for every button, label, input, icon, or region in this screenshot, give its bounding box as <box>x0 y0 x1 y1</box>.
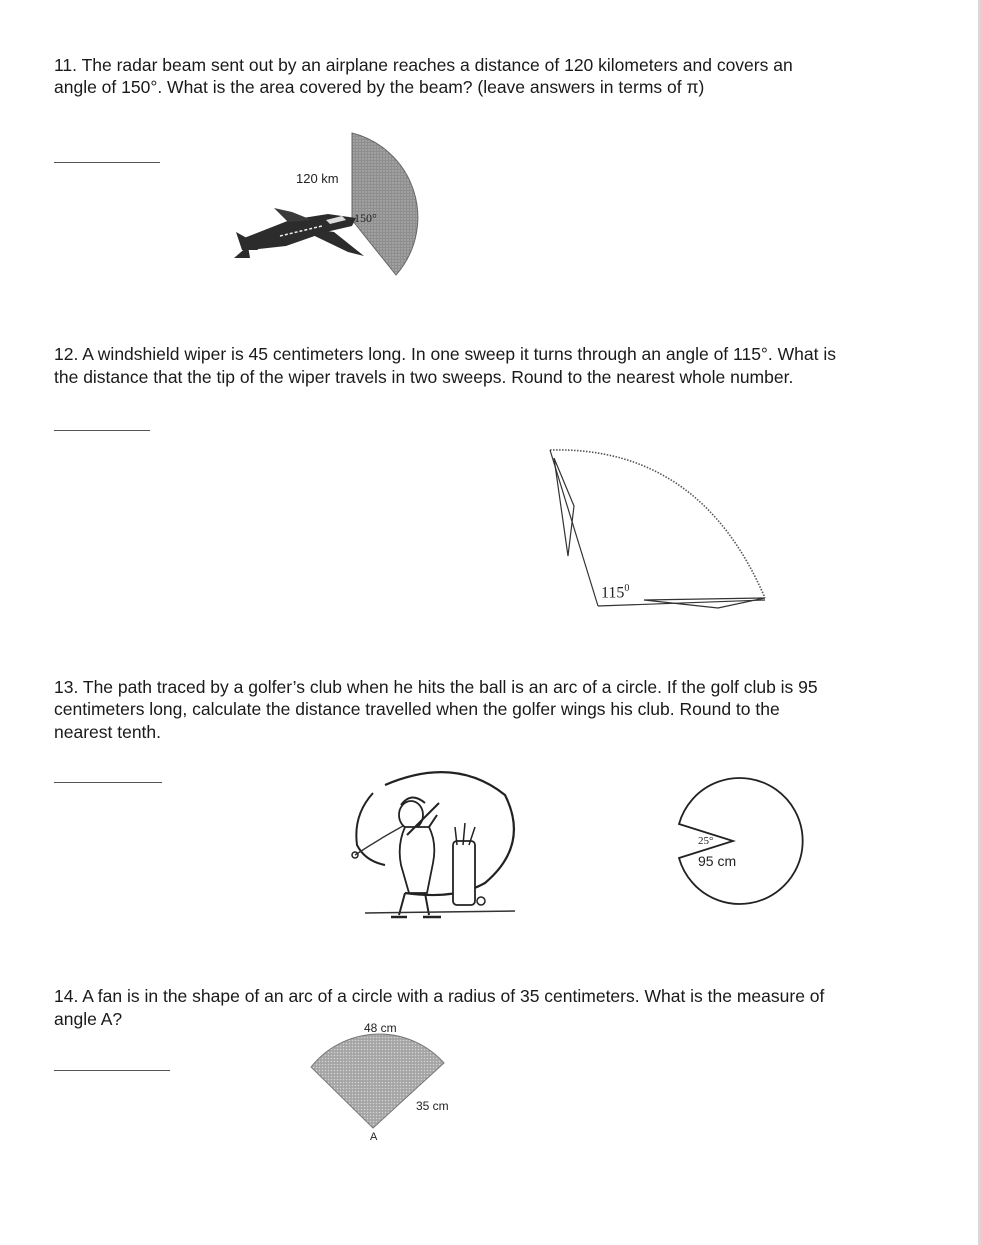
golfer-illustration <box>345 765 530 935</box>
angle-label-150: 150° <box>354 211 377 225</box>
answer-blank-12[interactable] <box>54 430 150 431</box>
question-13-line-1: 13. The path traced by a golfer’s club when he hits the ball is an arc of a circle. If the golf club is 95 <box>54 677 818 697</box>
radar-beam-figure <box>230 128 460 283</box>
question-12-line-1: 12. A windshield wiper is 45 centimeters long. In one sweep it turns through an angle of 115°. What is <box>54 344 836 364</box>
angle-label-25: 25° <box>698 835 714 847</box>
question-11-line-2: angle of 150°. What is the area covered by the beam? (leave answers in terms of π) <box>54 77 705 97</box>
radius-label-35cm: 35 cm <box>416 1099 449 1113</box>
radius-label-95cm: 95 cm <box>698 853 737 869</box>
arc-label-48cm: 48 cm <box>364 1021 397 1035</box>
question-12-line-2: the distance that the tip of the wiper travels in two sweeps. Round to the nearest whole number. <box>54 367 794 387</box>
angle-label-115: $115^0$ <box>601 583 630 602</box>
airplane-icon <box>234 208 364 258</box>
answer-blank-11[interactable] <box>54 162 160 163</box>
question-14-line-1: 14. A fan is in the shape of an arc of a circle with a radius of 35 centimeters. What is the measure of <box>54 986 825 1006</box>
golf-swing-circle-figure <box>670 770 810 910</box>
radar-sector <box>352 133 418 275</box>
question-11-line-1: 11. The radar beam sent out by an airplane reaches a distance of 120 kilometers and covers an <box>54 55 793 75</box>
fan-sector <box>311 1034 444 1128</box>
golf-bag <box>453 823 485 905</box>
radius-label-120km: 120 km <box>296 171 339 186</box>
wiper-sector-figure <box>540 438 780 613</box>
answer-blank-13[interactable] <box>54 782 162 783</box>
golfer-figure <box>365 797 515 917</box>
fan-sector-figure <box>300 1030 460 1140</box>
question-14-line-2: angle A? <box>54 1009 123 1029</box>
wiper-arc <box>550 450 765 598</box>
answer-blank-14[interactable] <box>54 1070 170 1071</box>
wiper-blade <box>644 598 765 608</box>
question-13-line-2: centimeters long, calculate the distance travelled when the golfer wings his club. Round to the <box>54 699 780 719</box>
question-13-line-3: nearest tenth. <box>54 722 162 742</box>
vertex-label-a: A <box>370 1131 378 1143</box>
